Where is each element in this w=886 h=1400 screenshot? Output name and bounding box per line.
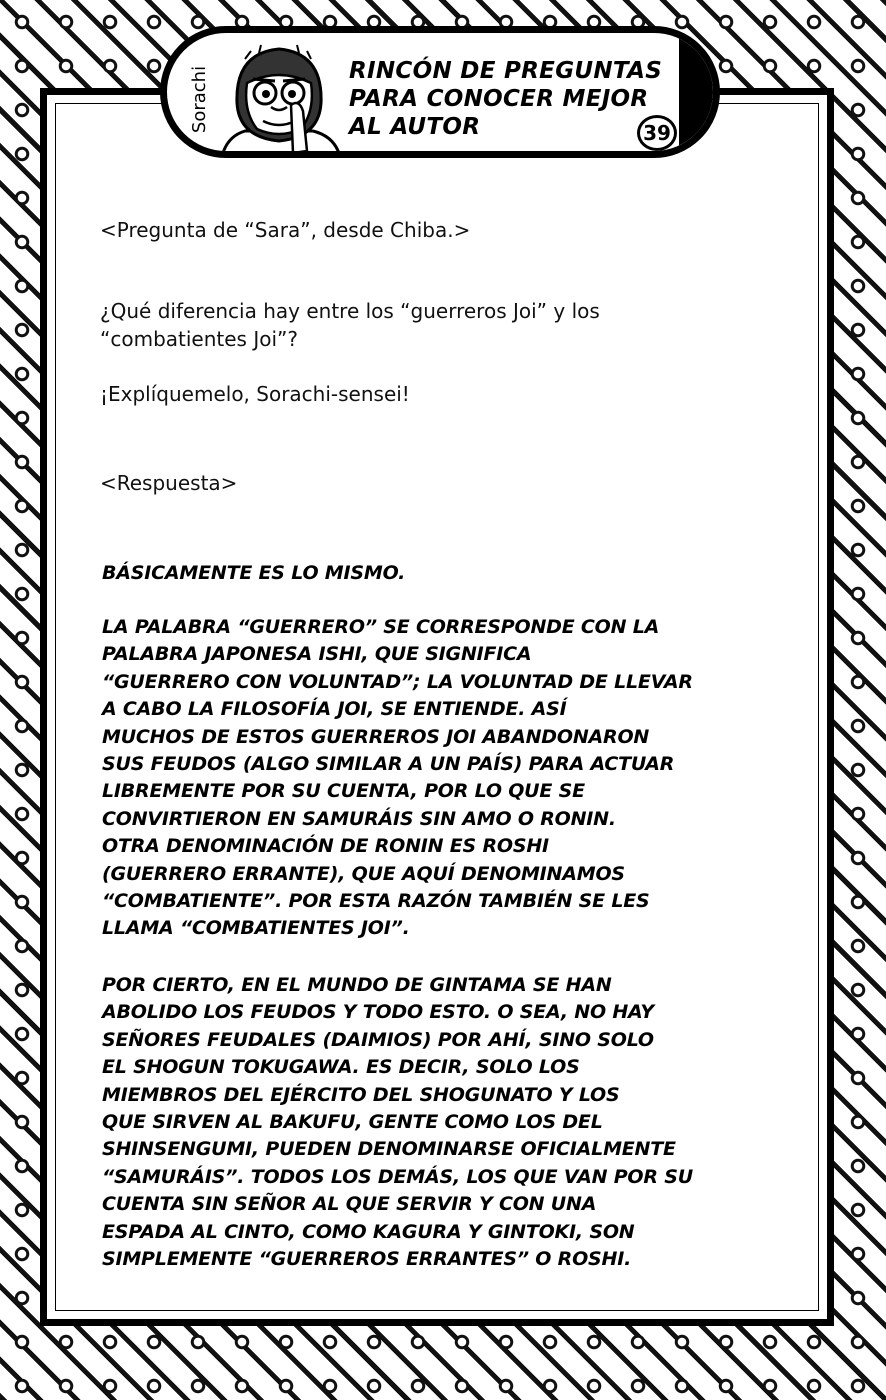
answer-line: PALABRA JAPONESA ISHI, QUE SIGNIFICA <box>102 643 532 666</box>
question-body <box>100 297 600 353</box>
question-closing: ¡Explíquemelo, Sorachi-sensei! <box>100 382 410 406</box>
answer-paragraph-2 <box>102 614 693 943</box>
answer-line: LLAMA “COMBATIENTES JOI”. <box>102 917 410 940</box>
answer-line: SIMPLEMENTE “GUERREROS ERRANTES” O ROSHI. <box>102 1248 632 1271</box>
answer-line: LA PALABRA “GUERRERO” SE CORRESPONDE CON LA <box>102 616 660 638</box>
author-name-text: Sorachi <box>189 65 211 133</box>
issue-number-badge: 39 <box>637 115 677 151</box>
question-line: “combatientes Joi”? <box>100 327 298 351</box>
answer-line: MUCHOS DE ESTOS GUERREROS JOI ABANDONARON <box>102 725 650 748</box>
answer-line: ESPADA AL CINTO, COMO KAGURA Y GINTOKI, SON <box>102 1220 635 1243</box>
answer-label: <Respuesta> <box>100 471 238 495</box>
author-gorilla-avatar-icon <box>215 41 345 158</box>
question-from: <Pregunta de “Sara”, desde Chiba.> <box>100 218 471 242</box>
header-shadow <box>679 33 713 151</box>
answer-line: (GUERRERO ERRANTE), QUE AQUÍ DENOMINAMOS <box>102 862 625 885</box>
answer-line: SEÑORES FEUDALES (DAIMIOS) POR AHÍ, SINO SOLO <box>102 1028 654 1051</box>
answer-line: QUE SIRVEN AL BAKUFU, GENTE COMO LOS DEL <box>102 1111 603 1134</box>
answer-line: MIEMBROS DEL EJÉRCITO DEL SHOGUNATO Y LOS <box>102 1083 620 1106</box>
question-line: ¿Qué diferencia hay entre los “guerreros Joi” y los <box>100 299 600 323</box>
answer-line: A CABO LA FILOSOFÍA JOI, SE ENTIENDE. ASÍ <box>102 698 567 721</box>
answer-line: SHINSENGUMI, PUEDEN DENOMINARSE OFICIALMENTE <box>102 1138 676 1161</box>
answer-line: “SAMURÁIS”. TODOS LOS DEMÁS, LOS QUE VAN POR SU <box>102 1165 693 1188</box>
corner-title <box>349 57 662 141</box>
header-banner <box>160 26 720 158</box>
answer-line: POR CIERTO, EN EL MUNDO DE GINTAMA SE HAN <box>102 974 612 996</box>
answer-line: BÁSICAMENTE ES LO MISMO. <box>102 562 406 584</box>
author-name <box>187 47 213 151</box>
corner-title-line: PARA CONOCER MEJOR <box>349 86 649 112</box>
answer-paragraph-1 <box>102 560 405 587</box>
answer-line: EL SHOGUN TOKUGAWA. ES DECIR, SOLO LOS <box>102 1056 580 1079</box>
answer-line: “COMBATIENTE”. POR ESTA RAZÓN TAMBIÉN SE LES <box>102 890 650 913</box>
answer-line: “GUERRERO CON VOLUNTAD”; LA VOLUNTAD DE LLEVAR <box>102 670 693 693</box>
answer-line: SUS FEUDOS (ALGO SIMILAR A UN PAÍS) PARA ACTUAR <box>102 753 675 776</box>
answer-line: CUENTA SIN SEÑOR AL QUE SERVIR Y CON UNA <box>102 1193 597 1216</box>
answer-line: ABOLIDO LOS FEUDOS Y TODO ESTO. O SEA, NO HAY <box>102 1001 654 1024</box>
answer-paragraph-3 <box>102 972 693 1273</box>
corner-title-line: RINCÓN DE PREGUNTAS <box>349 58 663 84</box>
answer-line: LIBREMENTE POR SU CUENTA, POR LO QUE SE <box>102 780 585 803</box>
corner-title-line: AL AUTOR <box>349 114 481 140</box>
answer-line: CONVIRTIERON EN SAMURÁIS SIN AMO O RONIN. <box>102 807 616 830</box>
answer-line: OTRA DENOMINACIÓN DE RONIN ES ROSHI <box>102 835 549 858</box>
